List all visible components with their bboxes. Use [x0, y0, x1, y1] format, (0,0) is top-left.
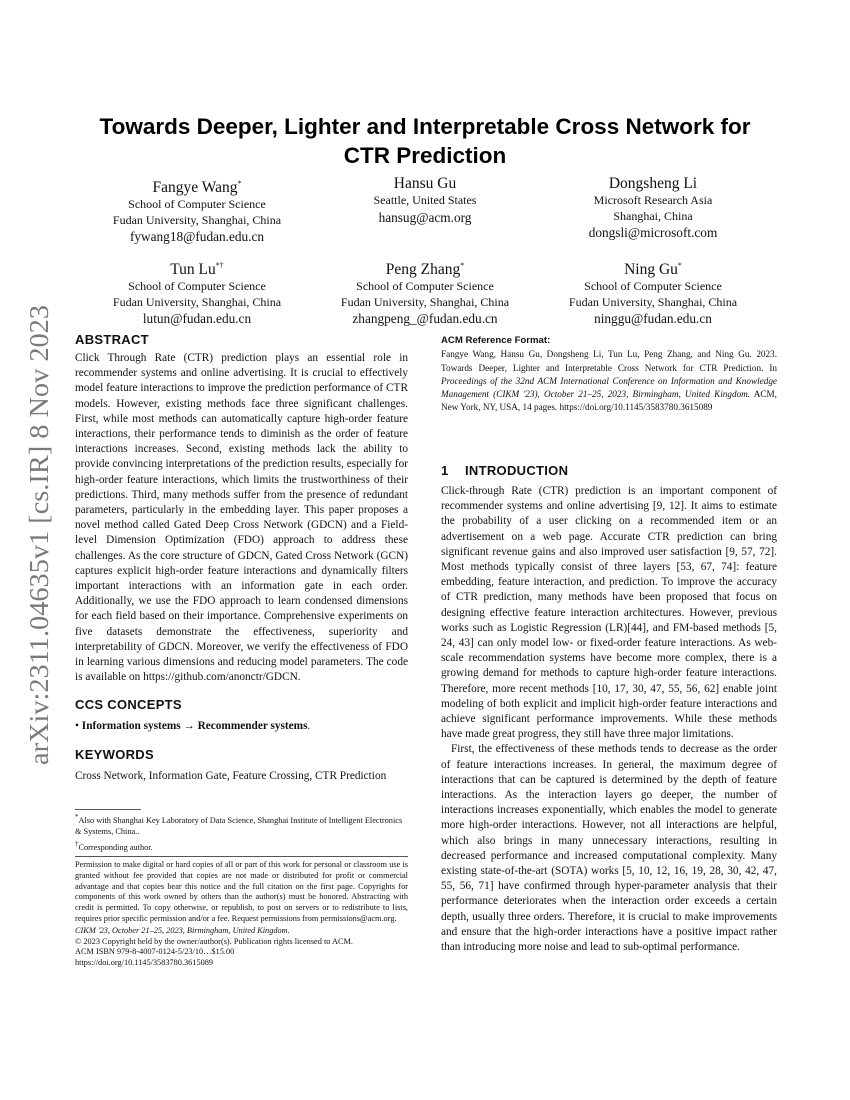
author-affiliation: Seattle, United States [373, 193, 477, 207]
ccs-period: . [307, 720, 311, 733]
author-email[interactable]: zhangpeng_@fudan.edu.cn [352, 311, 498, 327]
title-line-2: CTR Prediction [343, 143, 507, 168]
author-name: Fangye Wang [152, 179, 238, 197]
author-email[interactable]: ninggu@fudan.edu.cn [594, 311, 712, 327]
footnotes [75, 812, 408, 853]
ccs-concept-text: Information systems → Recommender systems [81, 720, 308, 733]
footnote-dagger-text: Corresponding author. [78, 842, 153, 852]
author-affiliation: Fudan University, Shanghai, China [568, 294, 738, 309]
right-column [441, 463, 777, 955]
author-mark: * [237, 179, 242, 188]
paper-title [60, 112, 790, 170]
author-email[interactable]: lutun@fudan.edu.cn [142, 311, 252, 327]
author-mark: *† [215, 261, 224, 270]
arxiv-stamp [17, 300, 57, 770]
footnote-rule [75, 809, 141, 810]
author-block-6 [528, 257, 778, 327]
author-email[interactable]: dongsli@microsoft.com [588, 225, 718, 240]
intro-heading-text: INTRODUCTION [465, 463, 569, 478]
author-mark: * [460, 261, 465, 270]
acm-reference-part1: Fangye Wang, Hansu Gu, Dongsheng Li, Tun Lu, Peng Zhang, and Ning Gu. 2023. Towards Deeper, Lighter and Interpretable Cross Network for CTR Prediction. In [441, 349, 777, 373]
author-name: Tun Lu [170, 261, 216, 279]
author-affiliation: Fudan University, Shanghai, China [112, 294, 282, 309]
author-affiliation: School of Computer Science [356, 279, 494, 294]
ccs-heading: CCS CONCEPTS [75, 697, 182, 713]
acm-reference [441, 334, 777, 415]
doi-line[interactable]: https://doi.org/10.1145/3583780.3615089 [75, 958, 214, 968]
author-affiliation: Fudan University, Shanghai, China [340, 294, 510, 309]
intro-heading [441, 463, 777, 479]
permission-block [75, 860, 408, 969]
author-block-5 [300, 257, 550, 327]
conference-line: CIKM '23, October 21–25, 2023, Birmingham, United Kingdom. [75, 925, 290, 935]
author-affiliation: School of Computer Science [128, 279, 266, 294]
acm-reference-venue: Proceedings of the 32nd ACM International Conference on Information and Knowledge Management (CIKM '23), October 21–25, 2023, Birmingham, United Kingdom. [441, 375, 777, 400]
arxiv-id-text: arXiv:2311.04635v1 [cs.IR] 8 Nov 2023 [24, 326, 54, 765]
title-line-1: Towards Deeper, Lighter and Interpretable Cross Network for [99, 114, 751, 139]
acm-reference-part2: ACM, New York, NY, USA, 14 pages. https://doi.org/10.1145/3583780.3615089 [441, 389, 777, 413]
footnote-dagger-mark: † [75, 840, 79, 848]
footnote-star [75, 812, 408, 837]
author-affiliation: Shanghai, China [613, 208, 693, 223]
author-block-3 [528, 175, 778, 241]
author-affiliation: School of Computer Science [584, 279, 722, 294]
intro-paragraph-2: First, the effectiveness of these methods tends to decrease as the order of feature interactions increases. In general, the maximum degree of interactions that can be captured is determined by the depth of feature interactions. As the interaction layers go deeper, the number of interactions increases exponentially, which enables the model to generate more high-order interactions. However, not all interactions are helpful, which also brings in many unnecessary interactions, resulting in decreased performance and increased computational complexity. Many existing state-of-the-art (SOTA) works [5, 10, 12, 16, 19, 28, 30, 42, 47, 55, 56, 71] have confirmed through hyper-parameter analysis that their performance deteriorates when the interaction order exceeds a certain depth, usually three orders. Therefore, it is crucial to make improvements and ensure that the high-order interactions have a positive impact rather than introducing more noise and lead to sub-optimal performance. [441, 743, 777, 954]
author-block-1 [72, 175, 322, 245]
author-affiliation: School of Computer Science [128, 197, 266, 212]
author-name: Ning Gu [624, 261, 678, 279]
keywords-heading: KEYWORDS [75, 746, 154, 762]
copyright-line: © 2023 Copyright held by the owner/author(s). Publication rights licensed to ACM. [75, 936, 353, 946]
footnote-star-text: Also with Shanghai Key Laboratory of Data Science, Shanghai Institute of Intelligent Electronics & Systems, China.. [75, 815, 403, 836]
author-mark: * [677, 261, 682, 270]
ccs-concept [75, 719, 408, 734]
intro-paragraph-1: Click-through Rate (CTR) prediction is an important component of recommender systems and online advertising [9, 12]. It aims to estimate the probability of a user clicking on a recommended item or an advertisement on a web page. Accurate CTR prediction can bring significant revenue gains and also improved user satisfaction [9, 57, 72]. Most methods typically consist of three layers [53, 67, 74]: feature embedding, feature interaction, and prediction. To improve the accuracy of CTR prediction, many methods have been proposed that focus on designing effective feature interaction architectures. However, previous works such as Logistic Regression (LR)[44], and FM-based methods [5, 24, 43] can only model low- or fixed-order feature interactions. As web-scale recommendation systems have become more complex, there is a growing demand for methods to capture high-order feature interactions. Therefore, more recent methods [10, 17, 30, 47, 55, 56, 62] enable joint modeling of both explicit and implicit high-order feature interactions and achieve significant performance improvements. While these methods have made great progress, they still have three major limitations. [441, 485, 777, 741]
isbn-line: ACM ISBN 979-8-4007-0124-5/23/10…$15.00 [75, 947, 235, 957]
footnote-star-mark: * [75, 814, 79, 821]
author-name: Hansu Gu [393, 175, 457, 192]
intro-section-number: 1 [441, 463, 449, 478]
author-affiliation: Fudan University, Shanghai, China [112, 212, 282, 227]
left-column [75, 332, 408, 784]
acm-reference-heading: ACM Reference Format: [441, 335, 551, 346]
abstract-text: Click Through Rate (CTR) prediction plays an essential role in recommender systems and online advertising. It is crucial to effectively model feature interactions to improve the prediction performance of CTR models. However, existing methods face three significant challenges. First, while most methods can automatically capture high-order feature interactions, their performance tends to diminish as the order of feature interactions increases. Second, existing methods lack the ability to provide convincing interpretations of the prediction results, especially for high-order feature interactions, which limits the trustworthiness of their predictions. Third, many methods suffer from the presence of redundant parameters, particularly in the embedding layer. This paper proposes a novel method called Gated Deep Cross Network (GDCN) and a Field-level Dimension Optimization (FDO) approach to address these challenges. As the core structure of GDCN, Gated Cross Network (GCN) captures explicit high-order feature interactions and dynamically filters important interactions with an information gate in each order. Additionally, we use the FDO approach to learn condensed dimensions for each field based on their importance. Comprehensive experiments on five datasets demonstrate the effectiveness, superiority and interpretability of GDCN. Moreover, we verify the effectiveness of FDO in learning various dimensions and reducing model parameters. The code is available on https://github.com/anonctr/GDCN. [75, 352, 408, 684]
footnote-dagger [75, 839, 408, 853]
author-block-2 [300, 175, 550, 226]
keywords-text: Cross Network, Information Gate, Feature Crossing, CTR Prediction [75, 769, 387, 782]
author-name: Dongsheng Li [608, 175, 698, 192]
author-email[interactable]: fywang18@fudan.edu.cn [129, 229, 265, 245]
ccs-bullet: • [75, 720, 79, 733]
abstract-heading: ABSTRACT [75, 332, 149, 347]
permission-text: Permission to make digital or hard copies of all or part of this work for personal or classroom use is granted without fee provided that copies are not made or distributed for profit or commercial advantage and that copies bear this notice and the full citation on the first page. Copyrights for components of this work owned by others than the author(s) must be honored. Abstracting with credit is permitted. To copy otherwise, or republish, to post on servers or to redistribute to lists, requires prior specific permission and/or a fee. Request permissions from permissions@acm.org. [75, 860, 408, 923]
author-email[interactable]: hansug@acm.org [378, 209, 472, 225]
acm-reference-body [441, 348, 777, 414]
author-block-4 [72, 257, 322, 327]
author-affiliation: Microsoft Research Asia [593, 193, 713, 207]
permission-rule [75, 856, 408, 857]
author-name: Peng Zhang [385, 261, 461, 279]
